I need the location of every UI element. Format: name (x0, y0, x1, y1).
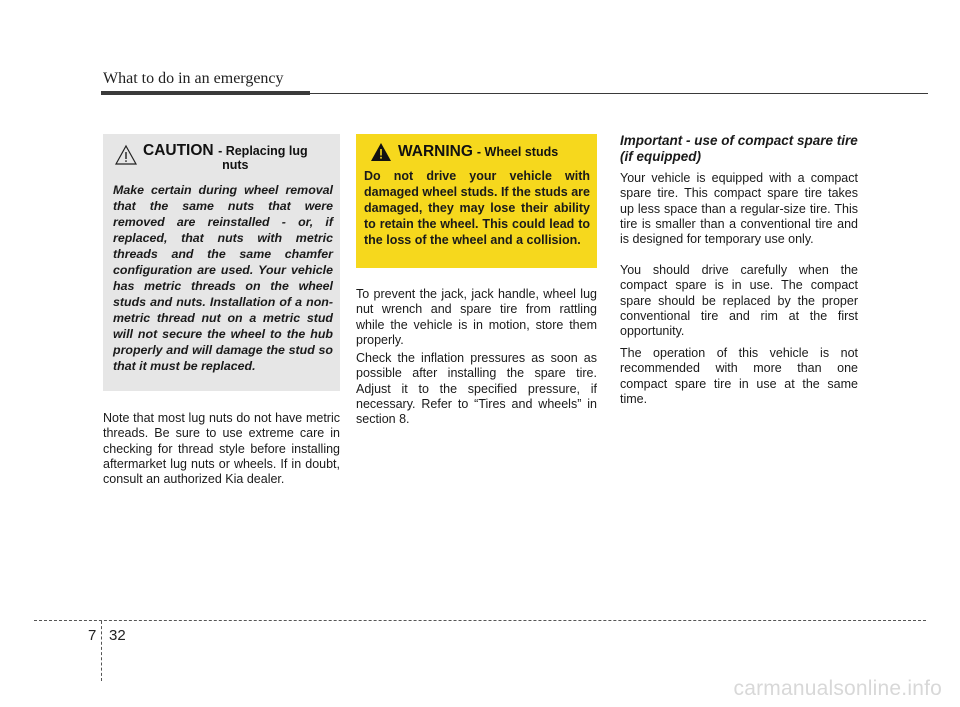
warning-triangle-icon (370, 142, 392, 162)
warning-subtitle: - Wheel studs (476, 145, 559, 159)
page-header-title: What to do in an emergency (103, 70, 284, 87)
header-rule (0, 91, 960, 95)
storage-paragraph: To prevent the jack, jack handle, wheel lug nut wrench and spare tire from rattling while the vehicle is in motion, store them properly. (356, 287, 597, 347)
compact-spare-heading: Important - use of compact spare tire (if equipped) (620, 133, 858, 164)
caution-triangle-icon (115, 144, 137, 166)
caution-title: CAUTION (143, 142, 214, 159)
compact-spare-paragraph-1: Your vehicle is equipped with a compact spare tire. This compact spare tire takes up less space than a regular-size tire. This tire is smaller than a conventional tire and is designed for temporary use only. (620, 171, 858, 247)
watermark: carmanualsonline.info (733, 677, 942, 700)
header-rule-thin (310, 93, 928, 94)
caution-box (103, 134, 340, 391)
inflation-paragraph: Check the inflation pressures as soon as possible after installing the spare tire. Adjust it to the specified pressure, if necessary. Refer to “Tires and wheels” in section 8. (356, 351, 597, 427)
warning-box (356, 134, 597, 268)
compact-spare-paragraph-2: You should drive carefully when the compact spare is in use. The compact spare should be replaced by the proper conventional tire and rim at the first opportunity. (620, 263, 858, 339)
page-number: 32 (109, 627, 126, 644)
header-rule-thick (101, 91, 310, 95)
lug-nut-note: Note that most lug nuts do not have metric threads. Be sure to use extreme care in checking for thread style before installing aftermarket lug nuts or wheels. If in doubt, consult an authorized Kia dealer. (103, 411, 340, 487)
caution-subtitle-cont: nuts (222, 158, 249, 172)
footer-dashed-rule (34, 620, 926, 621)
compact-spare-paragraph-3: The operation of this vehicle is not recommended with more than one compact spare tire in use at the same time. (620, 346, 858, 406)
warning-title: WARNING (398, 143, 473, 160)
caution-header (113, 142, 333, 172)
footer-dashed-divider (101, 621, 102, 681)
caution-subtitle: - Replacing lug (218, 144, 308, 158)
caution-text: Make certain during wheel removal that the same nuts that were removed are reinstalled - or, if replaced, that nuts with metric threads and the same chamfer configuration are used. Your vehicle has metric threads on the wheel studs and nuts. Installation of a non-metric thread nut on a metric stud will not secure the wheel to the hub properly and will damage the stud so that it must be replaced. (113, 183, 333, 373)
warning-header (364, 142, 590, 162)
chapter-number: 7 (88, 627, 97, 644)
warning-text: Do not drive your vehicle with damaged wheel studs. If the studs are damaged, they may lose their ability to retain the wheel. This could lead to the loss of the wheel and a collision. (364, 169, 590, 247)
